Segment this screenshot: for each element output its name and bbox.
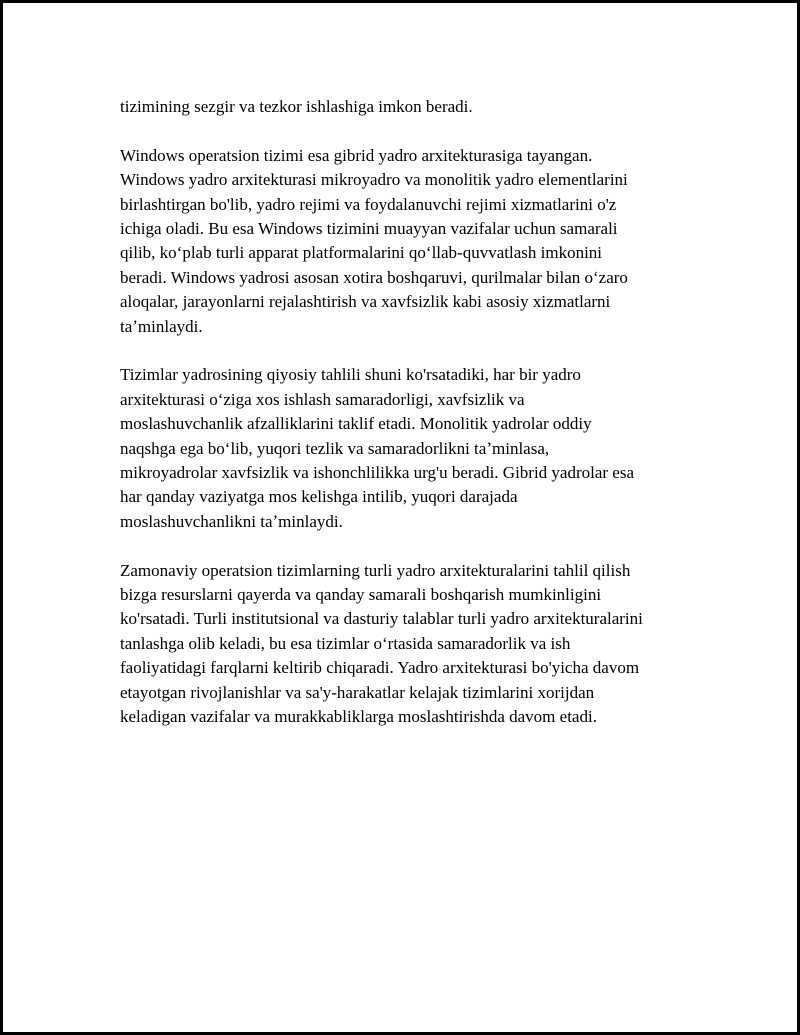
text-line: ko'rsatadi. Turli institutsional va dasturiy talablar turli yadro arxitekturalarini (120, 609, 643, 629)
text-line: moslashuvchanlikni taʼminlaydi. (120, 511, 343, 531)
text-line: aloqalar, jarayonlarni rejalashtirish va xavfsizlik kabi asosiy xizmatlarni (120, 292, 611, 312)
document-body (120, 95, 712, 730)
text-line: ichiga oladi. Bu esa Windows tizimini muayyan vazifalar uchun samarali (120, 219, 618, 239)
paragraph-4 (120, 559, 712, 730)
text-line: etayotgan rivojlanishlar va sa'y-harakatlar kelajak tizimlarini xorijdan (120, 682, 595, 702)
text-line: Zamonaviy operatsion tizimlarning turli yadro arxitekturalarini tahlil qilish (120, 560, 631, 580)
text-line: beradi. Windows yadrosi asosan xotira boshqaruvi, qurilmalar bilan oʻzaro (120, 267, 628, 287)
text-line: bizga resurslarni qayerda va qanday samarali boshqarish mumkinligini (120, 585, 602, 605)
text-line: moslashuvchanlik afzalliklarini taklif etadi. Monolitik yadrolar oddiy (120, 414, 592, 434)
paragraph-1 (120, 95, 712, 119)
text-line: tizimining sezgir va tezkor ishlashiga imkon beradi. (120, 97, 473, 116)
text-line: Windows yadro arxitekturasi mikroyadro va monolitik yadro elementlarini (120, 170, 628, 190)
text-line: taʼminlaydi. (120, 316, 203, 336)
text-line: Tizimlar yadrosining qiyosiy tahlili shuni ko'rsatadiki, har bir yadro (120, 365, 581, 385)
text-line: naqshga ega boʻlib, yuqori tezlik va samaradorlikni taʼminlasa, (120, 438, 550, 458)
text-line: faoliyatidagi farqlarni keltirib chiqaradi. Yadro arxitekturasi bo'yicha davom (120, 658, 640, 678)
paragraph-3 (120, 363, 712, 534)
text-line: har qanday vaziyatga mos kelishga intilib, yuqori darajada (120, 487, 518, 507)
text-line: tanlashga olib keladi, bu esa tizimlar oʻrtasida samaradorlik va ish (120, 633, 571, 653)
text-line: arxitekturasi oʻziga xos ishlash samaradorligi, xavfsizlik va (120, 389, 525, 409)
text-line: qilib, koʻplab turli apparat platformalarini qoʻllab-quvvatlash imkonini (120, 243, 603, 263)
text-line: mikroyadrolar xavfsizlik va ishonchlilikka urg'u beradi. Gibrid yadrolar esa (120, 463, 635, 483)
text-line: birlashtirgan bo'lib, yadro rejimi va foydalanuvchi rejimi xizmatlarini o'z (120, 194, 617, 214)
text-line: keladigan vazifalar va murakkabliklarga moslashtirishda davom etadi. (120, 707, 597, 727)
paragraph-2 (120, 144, 712, 339)
text-line: Windows operatsion tizimi esa gibrid yadro arxitekturasiga tayangan. (120, 145, 593, 165)
